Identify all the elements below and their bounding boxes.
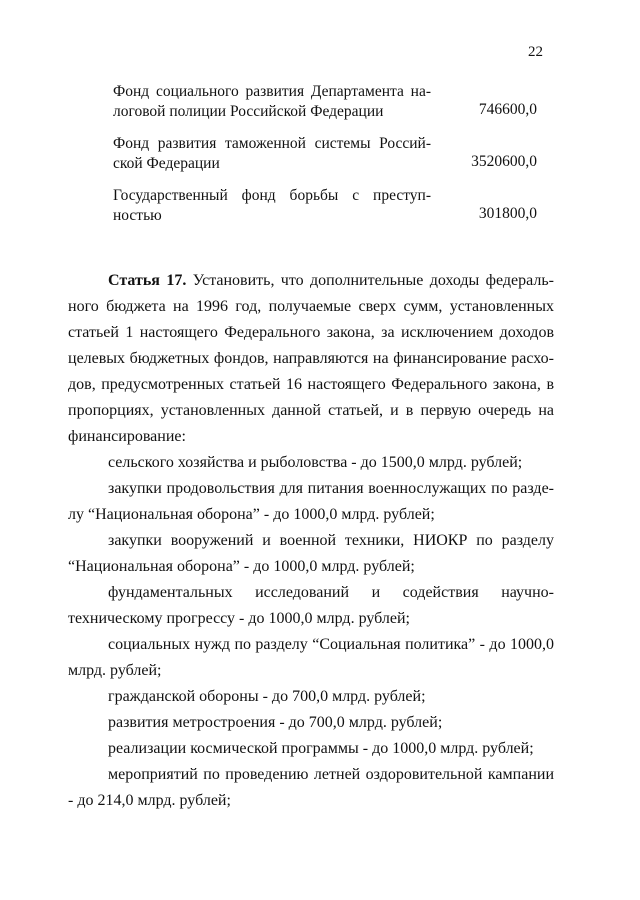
fund-row [113,82,543,134]
fund-amount: 746600,0 [478,101,537,118]
fund-amount: 301800,0 [478,205,537,222]
list-item: реализации космической программы - до 1000,0 млрд. рублей; [108,740,534,757]
list-item: сельского хозяйства и рыболовства - до 1500,0 млрд. рублей; [108,454,523,471]
funds-table [113,82,543,238]
fund-name: Государственный фонд борьбы с преступ-ностью [113,187,431,224]
list-item: социальных нужд по разделу “Социальная политика” - до 1000,0 млрд. рублей; [68,636,554,679]
fund-row [113,186,543,238]
page-number: 22 [528,44,543,60]
fund-name: Фонд социального развития Департамента на-логовой полиции Российской Федерации [113,83,431,120]
list-item: закупки продовольствия для питания военнослужащих по разде-лу “Национальная оборона” - до 1000,0 млрд. рублей; [68,480,554,523]
article-17 [68,268,554,814]
fund-name: Фонд развития таможенной системы Россий-ской Федерации [113,135,431,172]
list-item: гражданской обороны - до 700,0 млрд. рублей; [108,688,426,705]
list-item: мероприятий по проведению летней оздоровительной кампании - до 214,0 млрд. рублей; [68,766,554,809]
article-intro-text: Установить, что дополнительные доходы федераль-ного бюджета на 1996 год, получаемые сверх сумм, установленных статьей 1 настоящего Федерального закона, за исключением доходов целевых бюджетных фондов, направляются на финансирование расхо-дов, предусмотренных статьей 16 настоящего Федерального закона, в пропорциях, установленных данной статьей, и в первую очередь на финансирование: [68,272,555,445]
article-label: Статья 17. [108,272,187,289]
fund-amount: 3520600,0 [471,153,537,170]
list-item: фундаментальных исследований и содействия научно-техническому прогрессу - до 1000,0 млрд. рублей; [68,584,554,627]
list-item: развития метростроения - до 700,0 млрд. рублей; [108,714,443,731]
fund-row [113,134,543,186]
list-item: закупки вооружений и военной техники, НИОКР по разделу “Национальная оборона” - до 1000,0 млрд. рублей; [68,532,554,575]
article-intro [68,268,554,450]
